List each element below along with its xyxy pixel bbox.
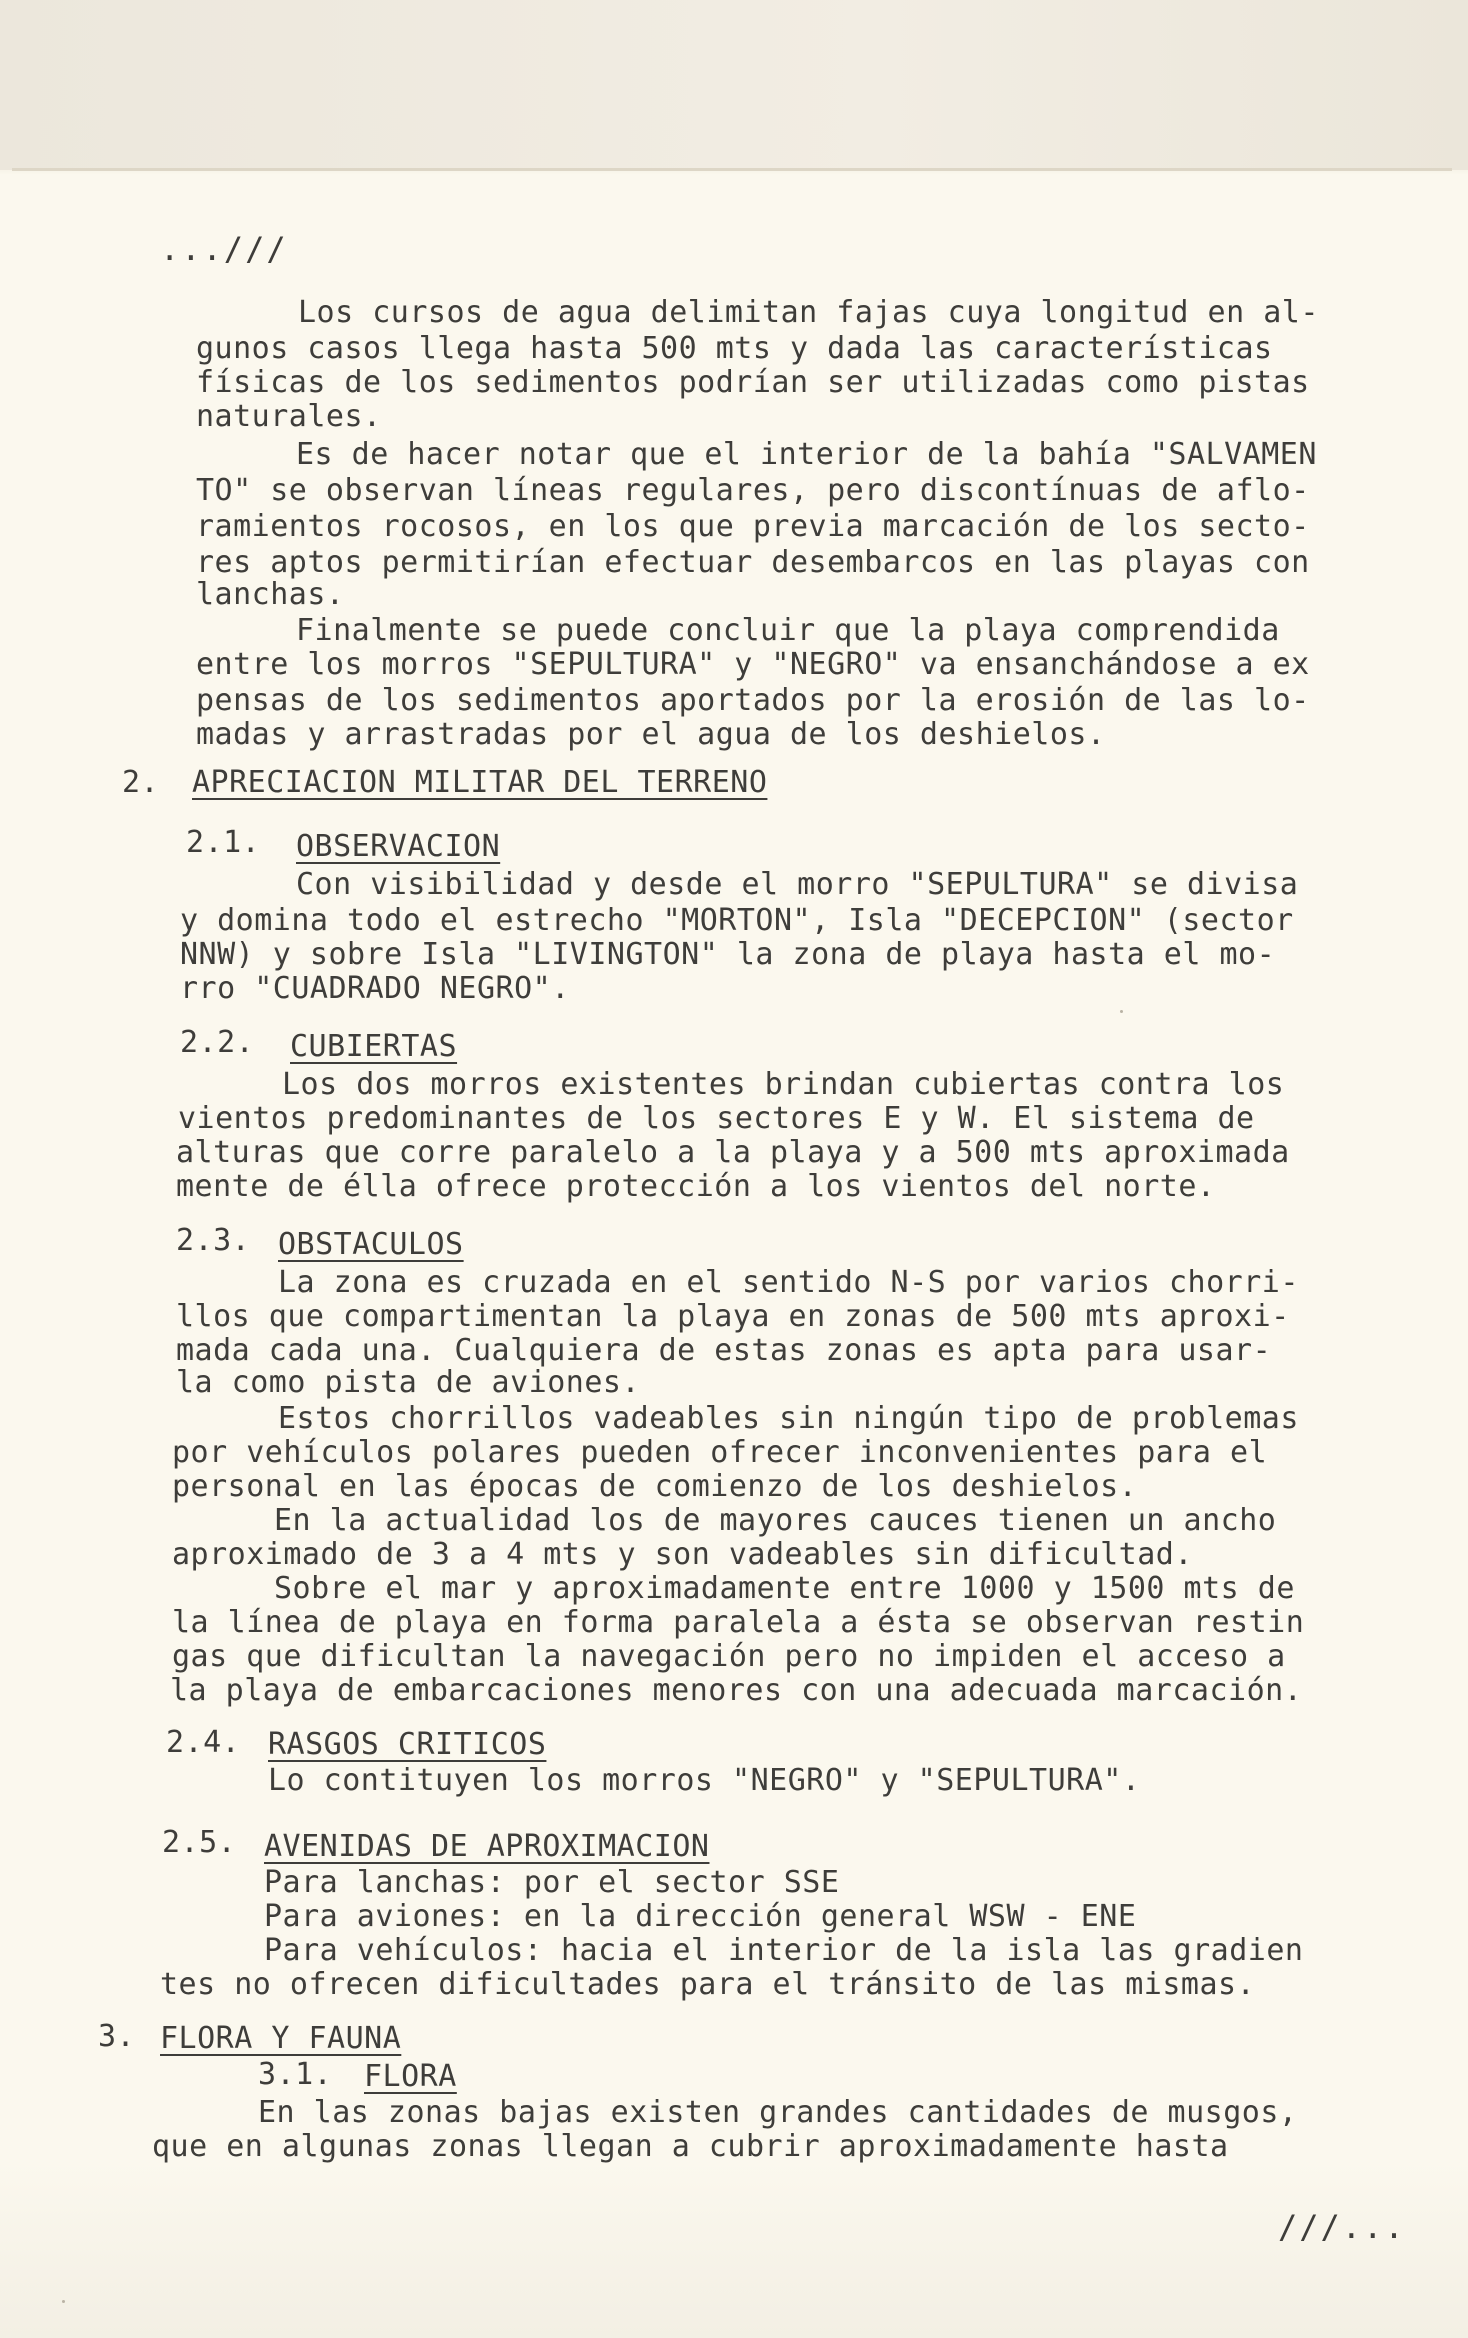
body-line: la como pista de aviones. <box>176 1365 641 1400</box>
footer-reference: ///... <box>1278 2208 1406 2246</box>
body-line: rro "CUADRADO NEGRO". <box>180 971 570 1006</box>
subsection-title: OBSTACULOS <box>278 1227 464 1262</box>
section-title: FLORA Y FAUNA <box>160 2021 402 2056</box>
body-line: Para vehículos: hacia el interior de la isla las gradien <box>264 1933 1304 1968</box>
intro-line: lanchas. <box>196 577 345 612</box>
body-line: Para lanchas: por el sector SSE <box>264 1865 840 1900</box>
section-number: 3. <box>98 2019 136 2054</box>
section-title: APRECIACION MILITAR DEL TERRENO <box>192 765 768 800</box>
body-line: tes no ofrecen dificultades para el tránsito de las mismas. <box>160 1967 1256 2002</box>
intro-line: madas y arrastradas por el agua de los deshielos. <box>196 717 1106 752</box>
body-line: La zona es cruzada en el sentido N-S por varios chorri- <box>278 1265 1299 1300</box>
body-line: la playa de embarcaciones menores con una adecuada marcación. <box>170 1673 1303 1708</box>
subsection-number: 3.1. <box>258 2057 333 2092</box>
subsection-number: 2.4. <box>166 1725 241 1760</box>
subsection-title: OBSERVACION <box>296 829 501 864</box>
paper-speck <box>1120 1010 1123 1013</box>
body-line: aproximado de 3 a 4 mts y son vadeables sin dificultad. <box>172 1537 1193 1572</box>
subsection-number: 2.3. <box>176 1223 251 1258</box>
body-line: En la actualidad los de mayores cauces tienen un ancho <box>274 1503 1277 1538</box>
intro-line: gunos casos llega hasta 500 mts y dada las características <box>196 331 1273 366</box>
body-line: gas que dificultan la navegación pero no impiden el acceso a <box>172 1639 1286 1674</box>
subsection-title: RASGOS CRITICOS <box>268 1727 547 1762</box>
body-line: personal en las épocas de comienzo de los deshielos. <box>172 1469 1138 1504</box>
intro-line: pensas de los sedimentos aportados por la erosión de las lo- <box>196 683 1310 718</box>
body-line: En las zonas bajas existen grandes cantidades de musgos, <box>258 2095 1298 2130</box>
subsection-title: AVENIDAS DE APROXIMACION <box>264 1829 710 1864</box>
body-line: llos que compartimentan la playa en zonas de 500 mts aproxi- <box>176 1299 1290 1334</box>
intro-line: Finalmente se puede concluir que la playa comprendida <box>296 613 1280 648</box>
body-line: Para aviones: en la dirección general WSW - ENE <box>264 1899 1137 1934</box>
body-line: por vehículos polares pueden ofrecer inconvenientes para el <box>172 1435 1268 1470</box>
intro-line: Los cursos de agua delimitan fajas cuya longitud en al- <box>298 295 1319 330</box>
body-line: la línea de playa en forma paralela a ésta se observan restin <box>172 1605 1305 1640</box>
body-line: mente de élla ofrece protección a los vientos del norte. <box>176 1169 1216 1204</box>
intro-line: Es de hacer notar que el interior de la bahía "SALVAMEN <box>296 437 1317 472</box>
subsection-number: 2.2. <box>180 1025 255 1060</box>
header-reference: .../// <box>160 230 288 268</box>
subsection-title: CUBIERTAS <box>290 1029 458 1064</box>
subsection-title: FLORA <box>364 2059 457 2094</box>
intro-line: ramientos rocosos, en los que previa marcación de los secto- <box>196 509 1310 544</box>
body-line: vientos predominantes de los sectores E y W. El sistema de <box>178 1101 1255 1136</box>
body-line: alturas que corre paralelo a la playa y a 500 mts aproximada <box>176 1135 1290 1170</box>
body-line: y domina todo el estrecho "MORTON", Isla "DECEPCION" (sector <box>180 903 1294 938</box>
intro-line: entre los morros "SEPULTURA" y "NEGRO" va ensanchándose a ex <box>196 647 1310 682</box>
body-line: mada cada una. Cualquiera de estas zonas es apta para usar- <box>176 1333 1272 1368</box>
paper-speck <box>62 2300 65 2303</box>
intro-line: físicas de los sedimentos podrían ser utilizadas como pistas <box>196 365 1310 400</box>
body-line: Sobre el mar y aproximadamente entre 1000 y 1500 mts de <box>274 1571 1295 1606</box>
intro-line: TO" se observan líneas regulares, pero discontínuas de aflo- <box>196 473 1310 508</box>
body-line: que en algunas zonas llegan a cubrir aproximadamente hasta <box>152 2129 1229 2164</box>
body-line: Estos chorrillos vadeables sin ningún tipo de problemas <box>278 1401 1299 1436</box>
body-line: Lo contituyen los morros "NEGRO" y "SEPULTURA". <box>268 1763 1141 1798</box>
section-number: 2. <box>122 765 160 800</box>
intro-line: res aptos permitirían efectuar desembarcos en las playas con <box>196 545 1310 580</box>
body-line: Con visibilidad y desde el morro "SEPULTURA" se divisa <box>296 867 1299 902</box>
intro-line: naturales. <box>196 399 382 434</box>
subsection-number: 2.5. <box>162 1825 237 1860</box>
body-line: Los dos morros existentes brindan cubiertas contra los <box>282 1067 1285 1102</box>
body-line: NNW) y sobre Isla "LIVINGTON" la zona de playa hasta el mo- <box>180 937 1276 972</box>
subsection-number: 2.1. <box>186 825 261 860</box>
